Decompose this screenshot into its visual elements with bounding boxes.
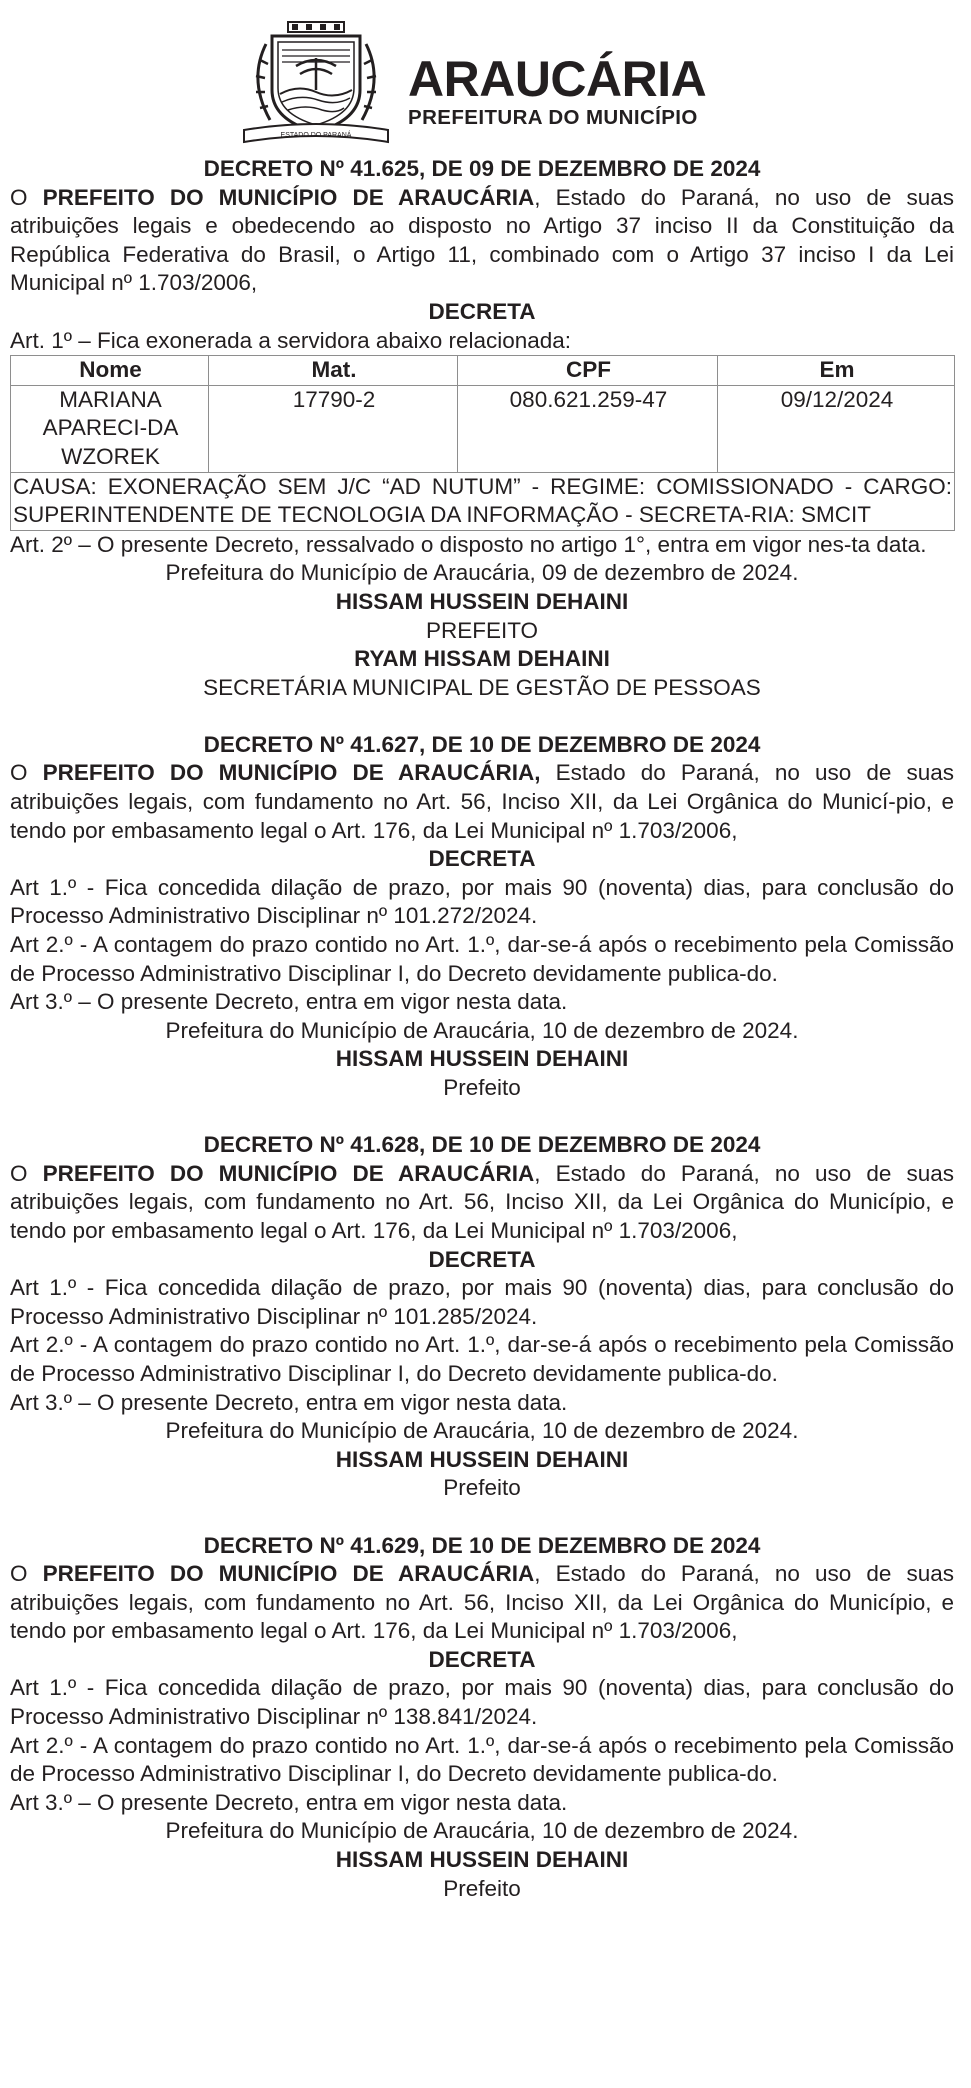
column-header-cpf: CPF (458, 356, 718, 386)
article-1: Art. 1º – Fica exonerada a servidora abaixo relacionada: (10, 327, 572, 353)
section-gap (10, 1503, 954, 1532)
decree-41629 (10, 1532, 954, 1904)
article-2: Art 2.º - A contagem do prazo contido no Art. 1.º, dar-se-á após o recebimento pela Comissão de Processo Administrativo Disciplinar I, do Decreto devidamente publica-do. (10, 932, 954, 986)
servant-table (10, 355, 955, 531)
cell-nome: MARIANA APARECI-DA WZOREK (11, 385, 209, 472)
column-header-mat: Mat. (209, 356, 458, 386)
document-content (10, 155, 954, 1903)
table-header-row (11, 356, 955, 386)
brand-subtitle: PREFEITURA DO MUNICÍPIO (408, 106, 698, 129)
decreta-heading: DECRETA (428, 298, 536, 324)
column-header-em: Em (718, 356, 955, 386)
decree-41627 (10, 731, 954, 1103)
decree-title: DECRETO Nº 41.628, DE 10 DE DEZEMBRO DE 2024 (203, 1132, 761, 1158)
preamble-lead: O (10, 184, 43, 210)
decree-41625 (10, 155, 954, 702)
preamble-text: , Estado do Paraná, no uso de suas atribuições legais, com fundamento no Art. 56, Inciso XII, da Lei Orgânica do Município, e tendo por embasamento legal o Art. 176, da Lei Municipal nº 1.703/2006, (10, 1561, 954, 1644)
preamble-text: Estado do Paraná, no uso de suas atribuições legais, com fundamento no Art. 56, Inciso XII, da Lei Orgânica do Municí-pio, e tendo por embasamento legal o Art. 176, da Lei Municipal nº 1.703/2006, (10, 760, 954, 843)
preamble-authority: PREFEITO DO MUNICÍPIO DE ARAUCÁRIA (42, 1160, 535, 1186)
decree-preamble (10, 1560, 954, 1646)
signer-role: PREFEITO (425, 617, 539, 643)
cell-em: 09/12/2024 (718, 385, 955, 472)
preamble-authority: PREFEITO DO MUNICÍPIO DE ARAUCÁRIA (42, 1561, 535, 1587)
cell-cpf: 080.621.259-47 (458, 385, 718, 472)
section-gap (10, 702, 954, 731)
article-3: Art 3.º – O presente Decreto, entra em vigor nesta data. (10, 989, 568, 1015)
decree-41628 (10, 1131, 954, 1503)
place-date: Prefeitura do Município de Araucária, 10 de dezembro de 2024. (165, 1818, 799, 1844)
signer-role: Prefeito (443, 1875, 521, 1901)
signer-name: HISSAM HUSSEIN DEHAINI (335, 1046, 629, 1072)
preamble-text: , Estado do Paraná, no uso de suas atribuições legais, com fundamento no Art. 56, Inciso XII, da Lei Orgânica do Município, e tendo por embasamento legal o Art. 176, da Lei Municipal nº 1.703/2006, (10, 1160, 954, 1243)
signer-role: Prefeito (443, 1075, 521, 1100)
place-date: Prefeitura do Município de Araucária, 09 de dezembro de 2024. (165, 560, 799, 586)
cell-cause: CAUSA: EXONERAÇÃO SEM J/C “AD NUTUM” - REGIME: COMISSIONADO - CARGO: SUPERINTENDENTE DE TECNOLOGIA DA INFORMAÇÃO - SECRETA-RIA: SMCIT (11, 472, 955, 530)
decree-title: DECRETO Nº 41.625, DE 09 DE DEZEMBRO DE 2024 (203, 156, 761, 181)
table-row (11, 385, 955, 472)
article-1: Art 1.º - Fica concedida dilação de prazo, por mais 90 (noventa) dias, para conclusão do Processo Administrativo Disciplinar nº 101.285/2024. (10, 1275, 954, 1329)
preamble-authority: PREFEITO DO MUNICÍPIO DE ARAUCÁRIA (42, 184, 535, 210)
place-date: Prefeitura do Município de Araucária, 10 de dezembro de 2024. (165, 1418, 799, 1444)
signer-role: Prefeito (443, 1475, 521, 1501)
signer-name: HISSAM HUSSEIN DEHAINI (335, 1847, 629, 1873)
decree-preamble (10, 759, 954, 845)
preamble-authority: PREFEITO DO MUNICÍPIO DE ARAUCÁRIA, (42, 760, 541, 786)
signer-name: HISSAM HUSSEIN DEHAINI (335, 1446, 629, 1472)
signer-name: HISSAM HUSSEIN DEHAINI (335, 588, 629, 614)
article-1: Art 1.º - Fica concedida dilação de prazo, por mais 90 (noventa) dias, para conclusão do Processo Administrativo Disciplinar nº 101.272/2024. (10, 874, 954, 929)
cell-mat: 17790-2 (209, 385, 458, 472)
article-2: Art. 2º – O presente Decreto, ressalvado o disposto no artigo 1°, entra em vigor nes-ta data. (10, 531, 927, 557)
table-cause-row (11, 472, 955, 530)
decree-title: DECRETO Nº 41.627, DE 10 DE DEZEMBRO DE 2024 (203, 731, 761, 757)
cosigner-role: SECRETÁRIA MUNICIPAL DE GESTÃO DE PESSOAS (203, 674, 761, 700)
decreta-heading: DECRETA (428, 1646, 536, 1672)
preamble-text: , Estado do Paraná, no uso de suas atribuições legais e obedecendo ao disposto no Artigo 37 inciso II da Constituição da República Federativa do Brasil, o Artigo 11, combinado com o Artigo 37 inciso I da Lei Municipal nº 1.703/2006, (10, 184, 954, 296)
municipal-crest-icon (236, 20, 396, 148)
municipal-header (236, 20, 756, 148)
article-3: Art 3.º – O presente Decreto, entra em vigor nesta data. (10, 1789, 568, 1815)
article-2: Art 2.º - A contagem do prazo contido no Art. 1.º, dar-se-á após o recebimento pela Comissão de Processo Administrativo Disciplinar I, do Decreto devidamente publica-do. (10, 1732, 954, 1787)
brand-title: ARAUCÁRIA (408, 51, 707, 107)
preamble-lead: O (10, 1160, 43, 1186)
decreta-heading: DECRETA (428, 846, 536, 872)
cosigner-name: RYAM HISSAM DEHAINI (354, 646, 610, 672)
article-1: Art 1.º - Fica concedida dilação de prazo, por mais 90 (noventa) dias, para conclusão do Processo Administrativo Disciplinar nº 138.841/2024. (10, 1675, 954, 1730)
decree-title: DECRETO Nº 41.629, DE 10 DE DEZEMBRO DE 2024 (203, 1532, 761, 1558)
preamble-lead: O (10, 1561, 43, 1587)
decree-preamble (10, 1160, 954, 1246)
section-gap (10, 1103, 954, 1132)
decreta-heading: DECRETA (428, 1246, 536, 1272)
column-header-nome: Nome (11, 356, 209, 386)
crest-banner-text: ESTADO DO PARANÁ (280, 132, 352, 139)
article-2: Art 2.º - A contagem do prazo contido no Art. 1.º, dar-se-á após o recebimento pela Comissão de Processo Administrativo Disciplinar I, do Decreto devidamente publica-do. (10, 1332, 954, 1386)
preamble-lead: O (10, 760, 43, 786)
place-date: Prefeitura do Município de Araucária, 10 de dezembro de 2024. (165, 1017, 799, 1043)
article-3: Art 3.º – O presente Decreto, entra em vigor nesta data. (10, 1389, 568, 1415)
decree-preamble (10, 184, 954, 298)
